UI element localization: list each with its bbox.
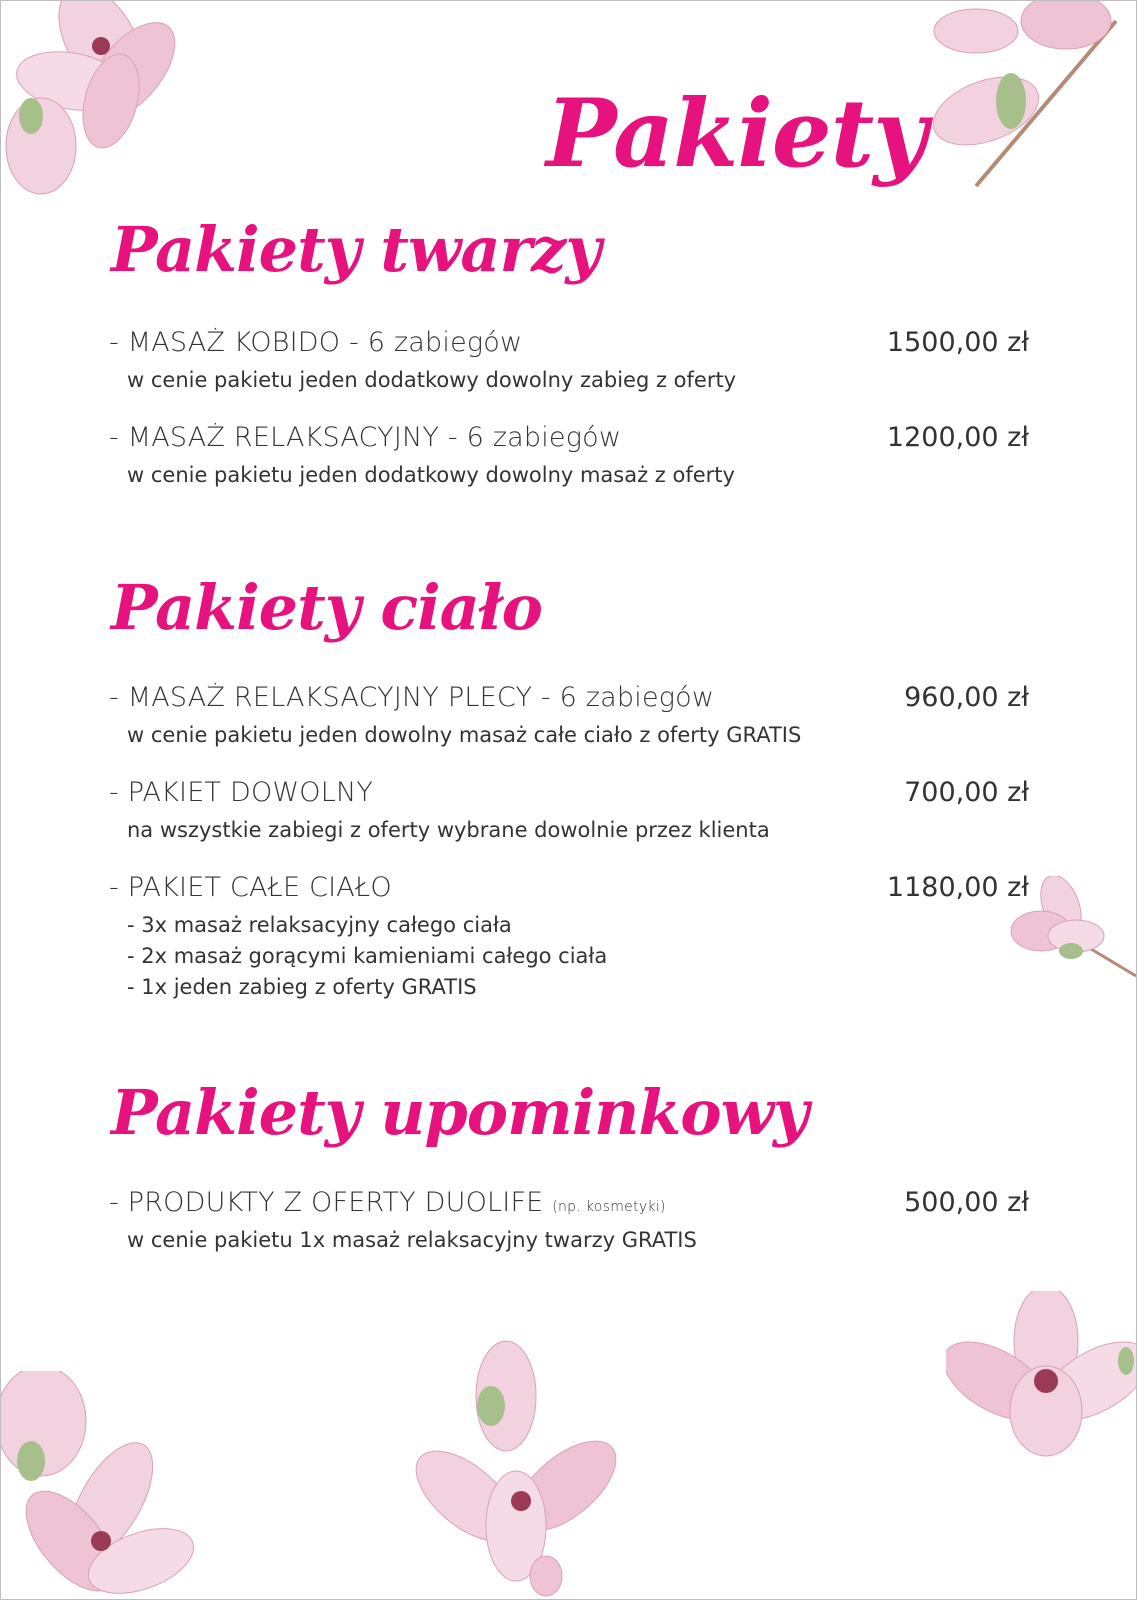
package-description: w cenie pakietu jeden dodatkowy dowolny masaż z oferty: [127, 463, 735, 487]
package-description: na wszystkie zabiegi z oferty wybrane dowolnie przez klienta: [127, 818, 770, 842]
magnolia-flower-icon: [916, 1, 1137, 191]
package-name-text: - PRODUKTY Z OFERTY DUOLIFE: [109, 1187, 544, 1218]
magnolia-flower-icon: [1, 1371, 201, 1600]
package-name: - MASAŻ RELAKSACYJNY PLECY - 6 zabiegów: [109, 682, 715, 713]
package-item: [109, 422, 1029, 491]
package-description: - 1x jeden zabieg z oferty GRATIS: [127, 975, 477, 999]
package-description: w cenie pakietu jeden dowolny masaż całe ciało z oferty GRATIS: [127, 723, 802, 747]
section-title-gift: Pakiety upominkowy: [111, 1076, 809, 1149]
package-price: 500,00 zł: [904, 1187, 1029, 1218]
package-price: 700,00 zł: [904, 777, 1029, 808]
page-title: Pakiety: [546, 79, 927, 189]
package-price: 1180,00 zł: [886, 872, 1029, 903]
package-name: [109, 1187, 666, 1218]
package-name: - PAKIET CAŁE CIAŁO: [109, 872, 392, 903]
package-name: - PAKIET DOWOLNY: [109, 777, 374, 808]
package-description: - 3x masaż relaksacyjny całego ciała: [127, 913, 512, 937]
package-price: 1500,00 zł: [886, 327, 1029, 358]
package-item: [109, 327, 1029, 396]
magnolia-flower-icon: [1, 1, 201, 201]
package-name: - MASAŻ RELAKSACYJNY - 6 zabiegów: [109, 422, 622, 453]
package-price: 960,00 zł: [904, 682, 1029, 713]
package-name: - MASAŻ KOBIDO - 6 zabiegów: [109, 327, 523, 358]
magnolia-flower-icon: [946, 1291, 1137, 1471]
package-note: (np. kosmetyki): [552, 1199, 666, 1215]
package-description: - 2x masaż gorącymi kamieniami całego ciała: [127, 944, 608, 968]
package-item: [109, 872, 1029, 1003]
magnolia-flower-icon: [396, 1336, 621, 1600]
section-title-face: Pakiety twarzy: [111, 213, 601, 286]
package-item: [109, 682, 1029, 751]
package-description: w cenie pakietu 1x masaż relaksacyjny twarzy GRATIS: [127, 1228, 697, 1252]
section-title-body: Pakiety ciało: [111, 571, 543, 644]
package-item: [109, 777, 1029, 846]
package-price: 1200,00 zł: [886, 422, 1029, 453]
package-description: w cenie pakietu jeden dodatkowy dowolny zabieg z oferty: [127, 368, 737, 392]
package-item: [109, 1187, 1029, 1256]
